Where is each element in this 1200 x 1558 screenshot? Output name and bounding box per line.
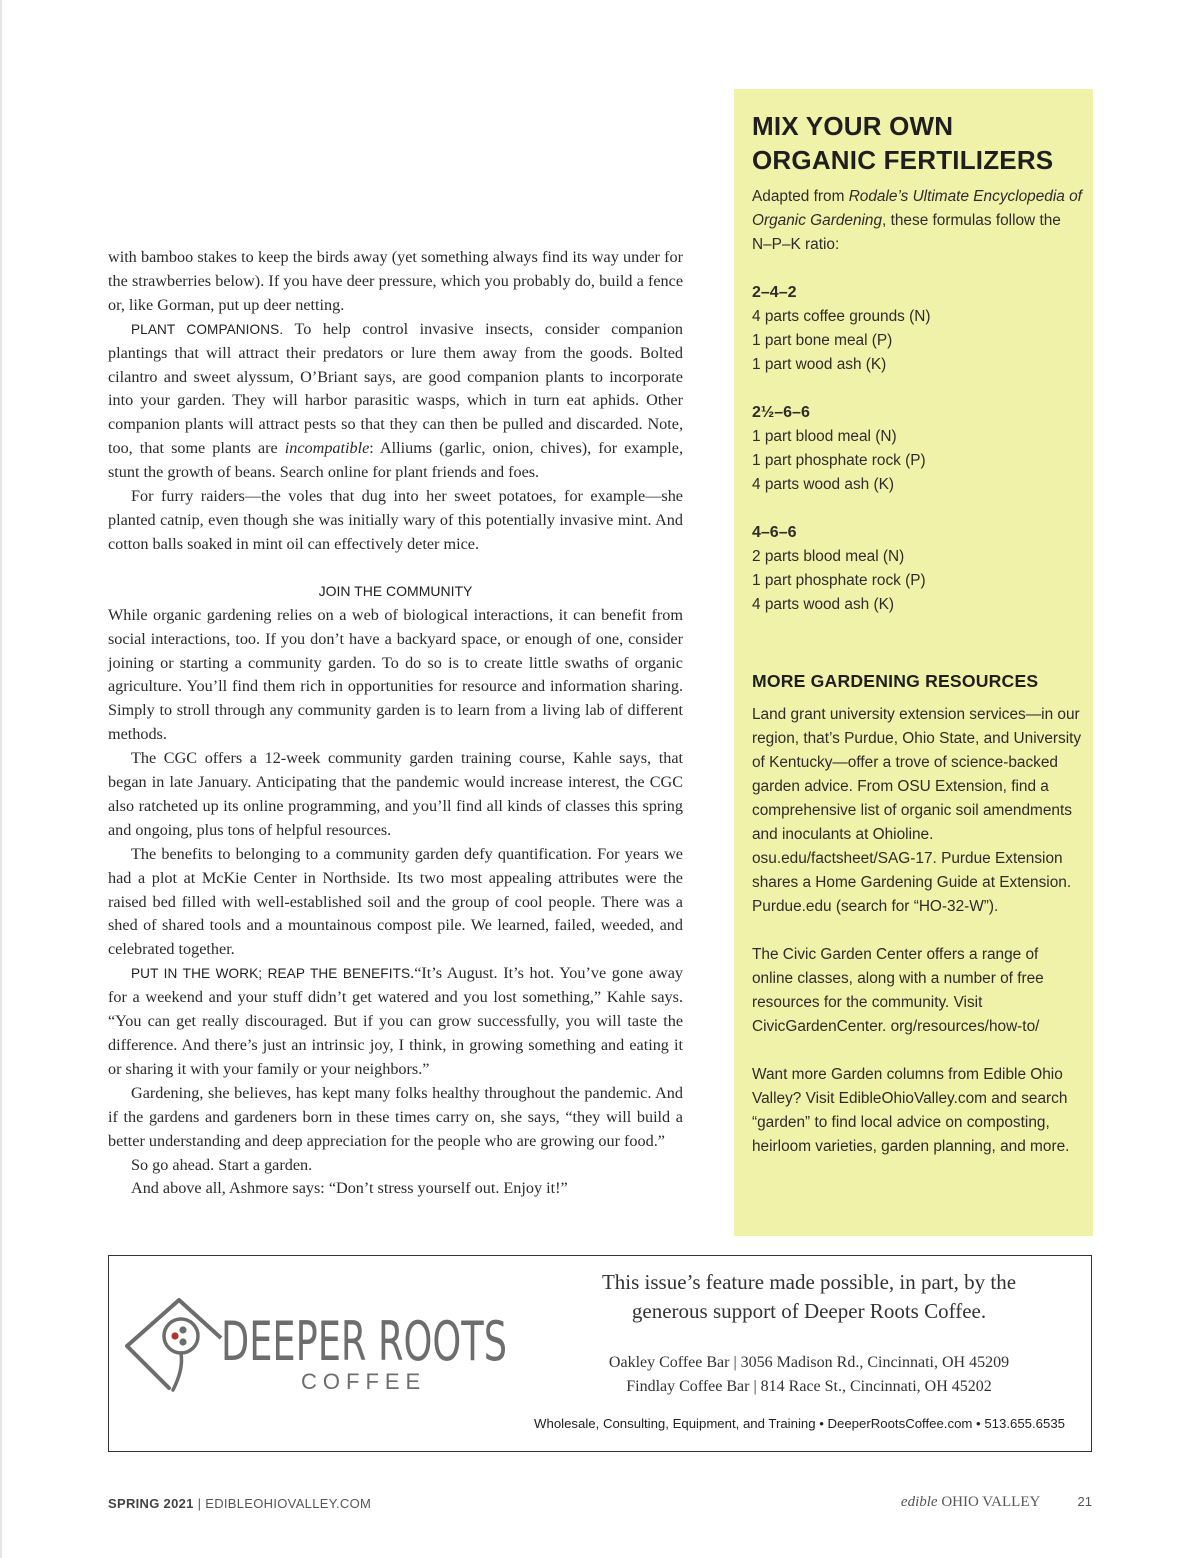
sponsor-thanks: This issue’s feature made possible, in part, by the generous support of Deeper Roots Coffee. (601, 1270, 1017, 1323)
resources-paragraph: The Civic Garden Center offers a range of online classes, along with a number of free resources for the community. Visit CivicGardenCenter. org/resources/how-to/ (752, 946, 1044, 1035)
logo-subword: COFFEE (301, 1369, 427, 1394)
folio-separator: | (197, 1496, 202, 1511)
formula-block (752, 521, 1082, 617)
runin-heading: PUT IN THE WORK; REAP THE BENEFITS (131, 966, 411, 982)
article-paragraph: So go ahead. Start a garden. (131, 1155, 313, 1174)
formula-ratio: 4–6–6 (752, 524, 797, 541)
deeper-roots-logo (117, 1296, 517, 1396)
resources-heading: MORE GARDENING RESOURCES (752, 671, 1039, 691)
formula-line: 4 parts wood ash (K) (752, 476, 895, 493)
article-paragraph: The benefits to belonging to a community garden defy quantification. For years we had a plot at McKie Center in Northside. Its two most appealing attributes were the raised bed filled with well-established soil and the group of cool people. There was a shed of shared tools and a mountainous compost pile. We learned, failed, weeded, and celebrated together. (108, 844, 683, 959)
article-paragraph: For furry raiders—the voles that dug into her sweet potatoes, for example—she planted catnip, even though she was initially wary of this potentially invasive mint. And cotton balls soaked in mint oil can effectively deter mice. (108, 487, 683, 553)
runin-heading: PLANT COMPANIONS. (131, 321, 284, 337)
fertilizer-sidebar (734, 89, 1093, 1236)
formula-line: 1 part blood meal (N) (752, 428, 897, 445)
page-edge-rule (0, 0, 2, 1558)
formula-line: 1 part phosphate rock (P) (752, 572, 926, 589)
article-paragraph: PLANT COMPANIONS. To help control invasive insects, consider companion plantings that will attract their predators or lure them away from the goods. Bolted cilantro and sweet alyssum, O’Briant says, are good companion plants to incorporate into your garden. They will harbor parasitic wasps, which in turn eat aphids. Other companion plants will attract pests so that they can then be pulled and discarded. Note, too, that some plants are incompatible: Alliums (garlic, onion, chives), for example, stunt the growth of beans. Search online for plant friends and foes. (108, 319, 684, 482)
resources-paragraph: Land grant university extension services—in our region, that’s Purdue, Ohio State, and University of Kentucky—offer a trove of science-backed garden advice. From OSU Extension, find a comprehensive list of organic soil amendments and inoculants at Ohioline. osu.edu/factsheet/SAG-17. Purdue Extension shares a Home Gardening Guide at Extension. Purdue.edu (search for “HO-32-W”). (752, 706, 1082, 915)
article-paragraph: While organic gardening relies on a web of biological interactions, it can benefit from social interactions, too. If you don’t have a backyard space, or enough of one, consider joining or starting a community garden. To do so is to create little swaths of organic agriculture. You’ll find them rich in opportunities for resource and information sharing. Simply to stroll through any community garden is to learn from a living lab of different methods. (108, 605, 683, 744)
sponsor-ad (108, 1255, 1092, 1452)
formula-ratio: 2–4–2 (752, 284, 797, 301)
article-paragraph: with bamboo stakes to keep the birds away (yet something always find its way under for the strawberries below). If you have deer pressure, which you probably do, build a fence or, like Gorman, put up deer netting. (108, 248, 683, 314)
article-paragraph: Gardening, she believes, has kept many folks healthy throughout the pandemic. And if the gardens and gardeners born in these times carry on, she says, “they will build a better understanding and deep appreciation for the people who are growing our food.” (108, 1083, 683, 1150)
folio-left (108, 1496, 371, 1511)
formula-line: 4 parts wood ash (K) (752, 596, 895, 613)
formula-block (752, 281, 1082, 377)
folio-right (901, 1494, 1092, 1511)
logo-bean-red (171, 1332, 178, 1339)
brand-edible: edible (900, 1494, 938, 1510)
address-line: Findlay Coffee Bar | 814 Race St., Cincinnati, OH 45202 (626, 1378, 992, 1395)
formula-block (752, 401, 1082, 497)
sponsor-contact-line: Wholesale, Consulting, Equipment, and Training • DeeperRootsCoffee.com • 513.655.6535 (534, 1416, 1065, 1431)
formula-line: 1 part wood ash (K) (752, 356, 887, 373)
sidebar-title: MIX YOUR OWN ORGANIC FERTILIZERS (752, 111, 1054, 175)
magazine-site: EDIBLEOHIOVALLEY.COM (205, 1496, 372, 1511)
sidebar-intro: Adapted from Rodale’s Ultimate Encyclopedia of Organic Gardening, these formulas follow the N–P–K ratio: (752, 188, 1082, 253)
sponsor-addresses (549, 1351, 1069, 1399)
formula-line: 4 parts coffee grounds (N) (752, 308, 931, 325)
page-number: 21 (1077, 1494, 1092, 1509)
address-line: Oakley Coffee Bar | 3056 Madison Rd., Cincinnati, OH 45209 (608, 1354, 1010, 1371)
logo-wordmark: DEEPER ROOTS (221, 1310, 507, 1373)
brand-region: OHIO VALLEY (941, 1494, 1040, 1510)
article-paragraph: The CGC offers a 12-week community garden training course, Kahle says, that began in late January. Anticipating that the pandemic would increase interest, the CGC also ratcheted up its online programming, and you’ll find all kinds of classes this spring and ongoing, plus tons of helpful resources. (108, 749, 683, 839)
resources-paragraph: Want more Garden columns from Edible Ohio Valley? Visit EdibleOhioValley.com and search “garden” to find local advice on composting, heirloom varieties, garden planning, and more. (752, 1066, 1070, 1155)
article-paragraph: PUT IN THE WORK; REAP THE BENEFITS.“It’s August. It’s hot. You’ve gone away for a weekend and your stuff didn’t get watered and you lost something,” Kahle says. “You can get really discouraged. But if you can grow successfully, you will taste the difference. And there’s just an intrinsic joy, I think, in growing something and eating it or sharing it with your family or your neighbors.” (108, 964, 683, 1078)
article-body (108, 246, 683, 1201)
section-heading: JOIN THE COMMUNITY (318, 582, 473, 599)
formula-line: 2 parts blood meal (N) (752, 548, 905, 565)
formula-ratio: 2½–6–6 (752, 404, 810, 421)
formula-line: 1 part phosphate rock (P) (752, 452, 926, 469)
issue-season: SPRING 2021 (108, 1496, 194, 1511)
article-paragraph: And above all, Ashmore says: “Don’t stress yourself out. Enjoy it!” (131, 1179, 568, 1198)
formula-line: 1 part bone meal (P) (752, 332, 893, 349)
